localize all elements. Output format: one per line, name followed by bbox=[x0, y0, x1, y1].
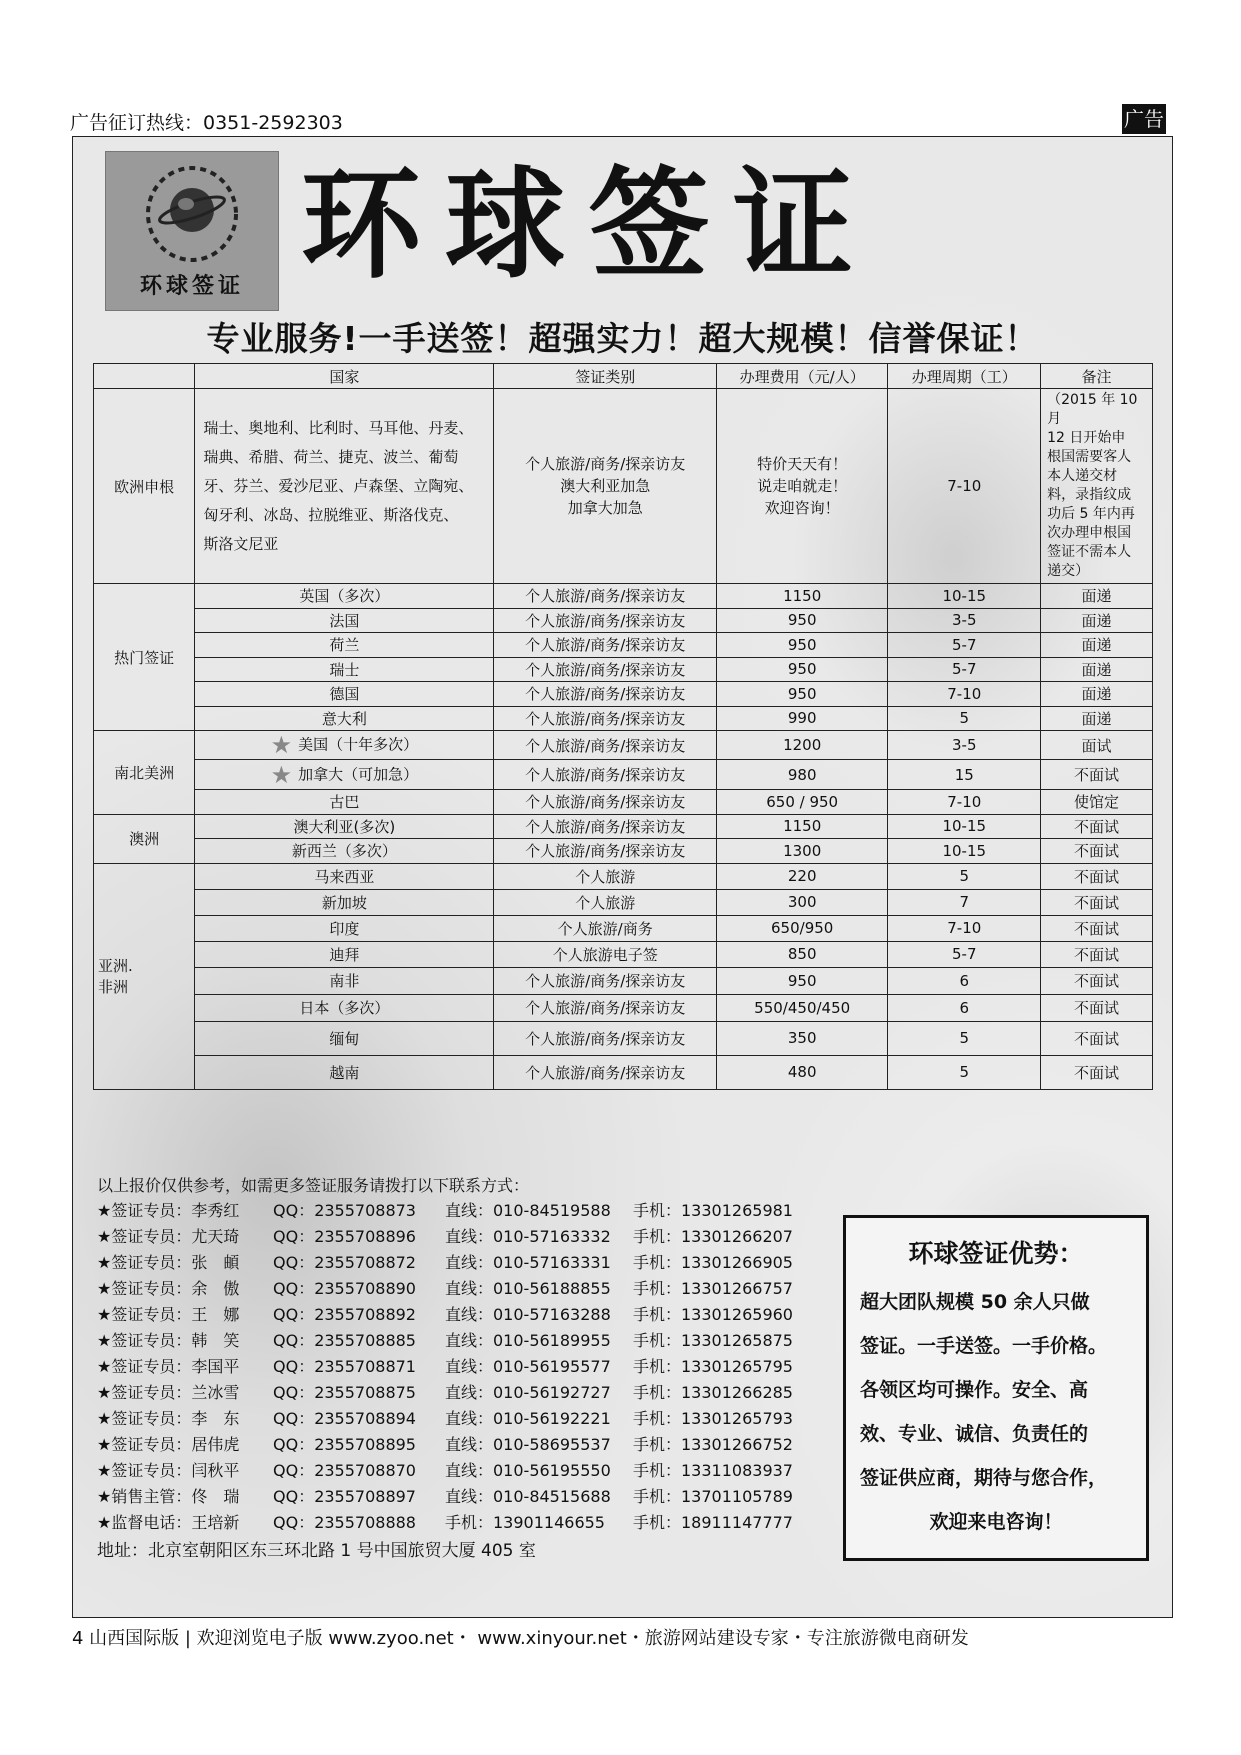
contact-qq: QQ：2355708897 bbox=[273, 1487, 416, 1506]
note-cell: 不面试 bbox=[1041, 941, 1153, 967]
period-cell: 3-5 bbox=[888, 731, 1041, 760]
period-cell: 6 bbox=[888, 967, 1041, 994]
fee-cell: 1150 bbox=[716, 814, 887, 839]
note-cell: 面递 bbox=[1041, 584, 1153, 609]
contact-mobile: 手机：18911147777 bbox=[633, 1513, 793, 1532]
brand-slogan: 专业服务!一手送签！超强实力！超大规模！信誉保证！ bbox=[206, 319, 1039, 358]
note-cell: 不面试 bbox=[1041, 760, 1153, 790]
schengen-visa-type bbox=[494, 389, 717, 584]
table-row bbox=[94, 633, 1153, 658]
fee-cell: 950 bbox=[716, 608, 887, 633]
header-visa-type: 签证类别 bbox=[494, 364, 717, 389]
contact-role: ★签证专员：余 傲 bbox=[97, 1279, 240, 1298]
note-cell: 不面试 bbox=[1041, 889, 1153, 915]
country-cell: 新加坡 bbox=[195, 889, 494, 915]
fee-cell: 950 bbox=[716, 967, 887, 994]
period-cell: 5-7 bbox=[888, 657, 1041, 682]
schengen-period: 7-10 bbox=[888, 389, 1041, 584]
contact-mobile: 手机：13311083937 bbox=[633, 1461, 793, 1480]
country-cell: 新西兰（多次） bbox=[195, 839, 494, 864]
period-cell: 7-10 bbox=[888, 682, 1041, 707]
contact-qq: QQ：2355708892 bbox=[273, 1305, 416, 1324]
table-row bbox=[94, 657, 1153, 682]
region-cell: 澳洲 bbox=[94, 814, 195, 863]
note-cell: 使馆定 bbox=[1041, 790, 1153, 815]
contact-mobile: 手机：13301266752 bbox=[633, 1435, 793, 1454]
contact-mobile: 手机：13301266757 bbox=[633, 1279, 793, 1298]
country-cell bbox=[195, 760, 494, 790]
note-cell: 不面试 bbox=[1041, 1021, 1153, 1055]
visa-type-cell: 个人旅游/商务/探亲访友 bbox=[494, 790, 717, 815]
fee-line: 特价天天有！ bbox=[757, 455, 848, 473]
table-row bbox=[94, 584, 1153, 609]
note-line: （2015 年 10 月 bbox=[1047, 392, 1138, 427]
contact-qq: QQ：2355708896 bbox=[273, 1227, 416, 1246]
fee-cell: 990 bbox=[716, 706, 887, 731]
country-cell: 英国（多次） bbox=[195, 584, 494, 609]
contact-tel: 直线：010-56195550 bbox=[445, 1461, 611, 1480]
visa-type-cell: 个人旅游/商务/探亲访友 bbox=[494, 1055, 717, 1089]
fee-cell: 1150 bbox=[716, 584, 887, 609]
ad-frame bbox=[72, 136, 1173, 1618]
note-cell: 面递 bbox=[1041, 682, 1153, 707]
contact-mobile: 手机：13301265875 bbox=[633, 1331, 793, 1350]
fee-cell: 350 bbox=[716, 1021, 887, 1055]
country-cell: 法国 bbox=[195, 608, 494, 633]
contact-row bbox=[97, 1432, 793, 1458]
header-fee: 办理费用（元/人） bbox=[716, 364, 887, 389]
country-cell: 缅甸 bbox=[195, 1021, 494, 1055]
contact-mobile: 手机：13701105789 bbox=[633, 1487, 793, 1506]
note-cell: 面试 bbox=[1041, 731, 1153, 760]
fee-cell: 300 bbox=[716, 889, 887, 915]
advantages-text bbox=[846, 1270, 1146, 1544]
country-cell: 荷兰 bbox=[195, 633, 494, 658]
period-cell: 15 bbox=[888, 760, 1041, 790]
contact-role: ★监督电话：王培新 bbox=[97, 1513, 240, 1532]
fee-cell: 480 bbox=[716, 1055, 887, 1089]
contact-tel: 直线：010-56189955 bbox=[445, 1331, 611, 1350]
page-footer: 4 山西国际版 | 欢迎浏览电子版 www.zyoo.net・ www.xinyour.net・旅游网站建设专家・专注旅游微电商研发 bbox=[72, 1628, 969, 1649]
contact-row bbox=[97, 1458, 793, 1484]
table-row-schengen bbox=[94, 389, 1153, 584]
country-cell bbox=[195, 731, 494, 760]
note-line: 料，录指纹成 bbox=[1047, 487, 1132, 503]
fee-cell: 850 bbox=[716, 941, 887, 967]
table-row bbox=[94, 682, 1153, 707]
country-label: 加拿大（可加急） bbox=[298, 765, 419, 783]
advantages-line: 签证。一手送签。一手价格。 bbox=[860, 1335, 1108, 1357]
table-row bbox=[94, 608, 1153, 633]
address: 地址：北京室朝阳区东三环北路 1 号中国旅贸大厦 405 室 bbox=[97, 1541, 536, 1561]
contact-row bbox=[97, 1198, 793, 1224]
table-row bbox=[94, 941, 1153, 967]
note-line: 功后 5 年内再 bbox=[1047, 506, 1135, 522]
star-icon: ★ bbox=[270, 731, 293, 759]
contact-role: ★签证专员：兰冰雪 bbox=[97, 1383, 240, 1402]
country-cell: 意大利 bbox=[195, 706, 494, 731]
table-header-row bbox=[94, 364, 1153, 389]
visa-type-line: 个人旅游/商务/探亲访友 bbox=[525, 455, 686, 473]
contact-role: ★签证专员：王 娜 bbox=[97, 1305, 240, 1324]
contact-mobile: 手机：13301265981 bbox=[633, 1201, 793, 1220]
contact-mobile: 手机：13301265793 bbox=[633, 1409, 793, 1428]
note-cell: 不面试 bbox=[1041, 814, 1153, 839]
header-country: 国家 bbox=[195, 364, 494, 389]
table-row bbox=[94, 706, 1153, 731]
advantages-title: 环球签证优势： bbox=[908, 1239, 1084, 1268]
visa-type-cell: 个人旅游 bbox=[494, 863, 717, 889]
visa-type-cell: 个人旅游/商务/探亲访友 bbox=[494, 967, 717, 994]
fee-cell: 980 bbox=[716, 760, 887, 790]
contact-row bbox=[97, 1406, 793, 1432]
table-row bbox=[94, 863, 1153, 889]
period-cell: 10-15 bbox=[888, 814, 1041, 839]
table-row bbox=[94, 731, 1153, 760]
contact-qq: QQ：2355708895 bbox=[273, 1435, 416, 1454]
schengen-countries-line: 瑞士、奥地利、比利时、马耳他、丹麦、 bbox=[203, 418, 474, 437]
contact-row bbox=[97, 1224, 793, 1250]
table-row bbox=[94, 889, 1153, 915]
country-cell: 古巴 bbox=[195, 790, 494, 815]
note-line: 签证不需本人 bbox=[1047, 544, 1132, 560]
table-row bbox=[94, 814, 1153, 839]
contact-tel: 直线：010-56192727 bbox=[445, 1383, 611, 1402]
region-cell: 亚洲. 非洲 bbox=[94, 863, 195, 1089]
visa-type-cell: 个人旅游/商务/探亲访友 bbox=[494, 839, 717, 864]
visa-type-cell: 个人旅游/商务/探亲访友 bbox=[494, 633, 717, 658]
schengen-fee bbox=[716, 389, 887, 584]
region-cell: 欧洲申根 bbox=[94, 389, 195, 584]
fee-cell: 1200 bbox=[716, 731, 887, 760]
region-cell: 南北美洲 bbox=[94, 731, 195, 815]
contact-row bbox=[97, 1276, 793, 1302]
advantages-box bbox=[843, 1215, 1149, 1561]
country-cell: 马来西亚 bbox=[195, 863, 494, 889]
contact-tel: 直线：010-58695537 bbox=[445, 1435, 611, 1454]
visa-type-cell: 个人旅游/商务/探亲访友 bbox=[494, 657, 717, 682]
note-line: 递交） bbox=[1047, 563, 1090, 579]
contact-row bbox=[97, 1302, 793, 1328]
advantages-line: 效、专业、诚信、负责任的 bbox=[860, 1423, 1089, 1445]
period-cell: 10-15 bbox=[888, 839, 1041, 864]
contact-row bbox=[97, 1510, 793, 1536]
advantages-line: 签证供应商，期待与您合作， bbox=[860, 1467, 1108, 1489]
contact-qq: QQ：2355708888 bbox=[273, 1513, 416, 1532]
contact-qq: QQ：2355708894 bbox=[273, 1409, 416, 1428]
contact-qq: QQ：2355708871 bbox=[273, 1357, 416, 1376]
advantages-line: 超大团队规模 50 余人只做 bbox=[860, 1291, 1090, 1313]
visa-price-table bbox=[93, 363, 1153, 1090]
hotline-text: 广告征订热线：0351-2592303 bbox=[70, 112, 343, 134]
schengen-countries bbox=[195, 389, 494, 584]
contact-role: ★签证专员：李秀红 bbox=[97, 1201, 240, 1220]
visa-type-cell: 个人旅游/商务/探亲访友 bbox=[494, 731, 717, 760]
contact-tel: 直线：010-84519588 bbox=[445, 1201, 611, 1220]
header-note: 备注 bbox=[1041, 364, 1153, 389]
period-cell: 3-5 bbox=[888, 608, 1041, 633]
schengen-countries-line: 斯洛文尼亚 bbox=[203, 534, 279, 553]
star-icon: ★ bbox=[270, 760, 293, 789]
table-row bbox=[94, 790, 1153, 815]
contact-role: ★签证专员：韩 笑 bbox=[97, 1331, 240, 1350]
advantages-line: 欢迎来电咨询！ bbox=[929, 1511, 1063, 1533]
period-cell: 5 bbox=[888, 706, 1041, 731]
contact-tel: 直线：010-56195577 bbox=[445, 1357, 611, 1376]
country-cell: 迪拜 bbox=[195, 941, 494, 967]
country-cell: 日本（多次） bbox=[195, 994, 494, 1021]
section-tag: 广告 bbox=[1122, 104, 1166, 134]
contact-tel: 直线：010-57163332 bbox=[445, 1227, 611, 1246]
schengen-countries-line: 瑞典、希腊、荷兰、捷克、波兰、葡萄 bbox=[203, 447, 459, 466]
fee-cell: 220 bbox=[716, 863, 887, 889]
note-cell: 不面试 bbox=[1041, 967, 1153, 994]
visa-type-cell: 个人旅游/商务/探亲访友 bbox=[494, 706, 717, 731]
contact-mobile: 手机：13301265795 bbox=[633, 1357, 793, 1376]
contact-tel: 手机：13901146655 bbox=[445, 1513, 605, 1532]
brand-title: 环球签证 bbox=[301, 156, 877, 295]
schengen-countries-line: 匈牙利、冰岛、拉脱维亚、斯洛伐克、 bbox=[203, 505, 459, 524]
contact-qq: QQ：2355708875 bbox=[273, 1383, 416, 1402]
period-cell: 10-15 bbox=[888, 584, 1041, 609]
period-cell: 5-7 bbox=[888, 941, 1041, 967]
table-row bbox=[94, 1021, 1153, 1055]
contact-list bbox=[97, 1173, 793, 1561]
country-cell: 南非 bbox=[195, 967, 494, 994]
contact-row bbox=[97, 1250, 793, 1276]
contact-mobile: 手机：13301265960 bbox=[633, 1305, 793, 1324]
schengen-countries-line: 牙、芬兰、爱沙尼亚、卢森堡、立陶宛、 bbox=[203, 476, 474, 495]
table-row bbox=[94, 760, 1153, 790]
contact-role: ★签证专员：闫秋平 bbox=[97, 1461, 240, 1480]
note-cell: 不面试 bbox=[1041, 1055, 1153, 1089]
period-cell: 5 bbox=[888, 1055, 1041, 1089]
contact-role: ★销售主管：佟 瑞 bbox=[97, 1487, 240, 1506]
visa-type-cell: 个人旅游/商务/探亲访友 bbox=[494, 608, 717, 633]
period-cell: 5-7 bbox=[888, 633, 1041, 658]
contact-role: ★签证专员：尤天琦 bbox=[97, 1227, 240, 1246]
period-cell: 5 bbox=[888, 1021, 1041, 1055]
country-cell: 瑞士 bbox=[195, 657, 494, 682]
fee-cell: 950 bbox=[716, 682, 887, 707]
contact-tel: 直线：010-56192221 bbox=[445, 1409, 611, 1428]
contact-tel: 直线：010-57163288 bbox=[445, 1305, 611, 1324]
contact-mobile: 手机：13301266285 bbox=[633, 1383, 793, 1402]
header-period: 办理周期（工） bbox=[888, 364, 1041, 389]
contact-row bbox=[97, 1380, 793, 1406]
contact-qq: QQ：2355708872 bbox=[273, 1253, 416, 1272]
visa-type-cell: 个人旅游/商务/探亲访友 bbox=[494, 584, 717, 609]
period-cell: 6 bbox=[888, 994, 1041, 1021]
visa-type-cell: 个人旅游/商务/探亲访友 bbox=[494, 682, 717, 707]
visa-type-cell: 个人旅游/商务/探亲访友 bbox=[494, 994, 717, 1021]
visa-type-line: 加拿大加急 bbox=[567, 499, 643, 517]
country-label: 美国（十年多次） bbox=[298, 735, 419, 754]
fee-cell: 1300 bbox=[716, 839, 887, 864]
contact-role: ★签证专员：张 頔 bbox=[97, 1253, 240, 1272]
fee-cell: 950 bbox=[716, 633, 887, 658]
period-cell: 5 bbox=[888, 863, 1041, 889]
contact-tel: 直线：010-84515688 bbox=[445, 1487, 611, 1506]
note-line: 次办理申根国 bbox=[1047, 525, 1132, 541]
contact-qq: QQ：2355708873 bbox=[273, 1201, 416, 1220]
visa-type-cell: 个人旅游/商务/探亲访友 bbox=[494, 814, 717, 839]
table-row bbox=[94, 1055, 1153, 1089]
contact-mobile: 手机：13301266207 bbox=[633, 1227, 793, 1246]
fee-cell: 650/950 bbox=[716, 915, 887, 941]
contact-row bbox=[97, 1328, 793, 1354]
contact-qq: QQ：2355708870 bbox=[273, 1461, 416, 1480]
fee-cell: 950 bbox=[716, 657, 887, 682]
table-row bbox=[94, 994, 1153, 1021]
country-cell: 越南 bbox=[195, 1055, 494, 1089]
visa-type-cell: 个人旅游电子签 bbox=[494, 941, 717, 967]
contact-tel: 直线：010-56188855 bbox=[445, 1279, 611, 1298]
contact-mobile: 手机：13301266905 bbox=[633, 1253, 793, 1272]
note-cell: 面递 bbox=[1041, 706, 1153, 731]
table-row bbox=[94, 967, 1153, 994]
period-cell: 7 bbox=[888, 889, 1041, 915]
note-cell: 不面试 bbox=[1041, 863, 1153, 889]
schengen-note bbox=[1041, 389, 1153, 584]
table-row bbox=[94, 839, 1153, 864]
visa-type-cell: 个人旅游/商务 bbox=[494, 915, 717, 941]
note-cell: 面递 bbox=[1041, 608, 1153, 633]
contact-qq: QQ：2355708885 bbox=[273, 1331, 416, 1350]
note-cell: 不面试 bbox=[1041, 915, 1153, 941]
note-cell: 不面试 bbox=[1041, 994, 1153, 1021]
region-cell: 热门签证 bbox=[94, 584, 195, 731]
contact-row bbox=[97, 1354, 793, 1380]
fee-line: 说走咱就走！ bbox=[757, 477, 848, 495]
fee-line: 欢迎咨询！ bbox=[764, 499, 840, 517]
advantages-line: 各领区均可操作。安全、高 bbox=[860, 1379, 1089, 1401]
fee-cell: 650 / 950 bbox=[716, 790, 887, 815]
period-cell: 7-10 bbox=[888, 790, 1041, 815]
company-logo bbox=[105, 151, 279, 311]
visa-type-cell: 个人旅游/商务/探亲访友 bbox=[494, 1021, 717, 1055]
note-line: 12 日开始申 bbox=[1047, 430, 1126, 446]
country-cell: 澳大利亚(多次) bbox=[195, 814, 494, 839]
contact-tel: 直线：010-57163331 bbox=[445, 1253, 611, 1272]
header-region bbox=[94, 364, 195, 389]
note-line: 根国需要客人 bbox=[1047, 449, 1132, 465]
contact-row bbox=[97, 1484, 793, 1510]
visa-type-cell: 个人旅游/商务/探亲访友 bbox=[494, 760, 717, 790]
table-row bbox=[94, 915, 1153, 941]
note-cell: 面递 bbox=[1041, 633, 1153, 658]
logo-text: 环球签证 bbox=[139, 273, 244, 299]
contact-role: ★签证专员：李国平 bbox=[97, 1357, 240, 1376]
country-cell: 印度 bbox=[195, 915, 494, 941]
note-cell: 不面试 bbox=[1041, 839, 1153, 864]
visa-type-line: 澳大利亚加急 bbox=[560, 477, 651, 495]
contact-intro: 以上报价仅供参考，如需更多签证服务请拨打以下联系方式： bbox=[97, 1176, 530, 1195]
note-cell: 面递 bbox=[1041, 657, 1153, 682]
country-cell: 德国 bbox=[195, 682, 494, 707]
fee-cell: 550/450/450 bbox=[716, 994, 887, 1021]
visa-type-cell: 个人旅游 bbox=[494, 889, 717, 915]
period-cell: 7-10 bbox=[888, 915, 1041, 941]
note-line: 本人递交材 bbox=[1047, 468, 1118, 484]
contact-qq: QQ：2355708890 bbox=[273, 1279, 416, 1298]
contact-role: ★签证专员：李 东 bbox=[97, 1409, 240, 1428]
contact-role: ★签证专员：居伟虎 bbox=[97, 1435, 240, 1454]
